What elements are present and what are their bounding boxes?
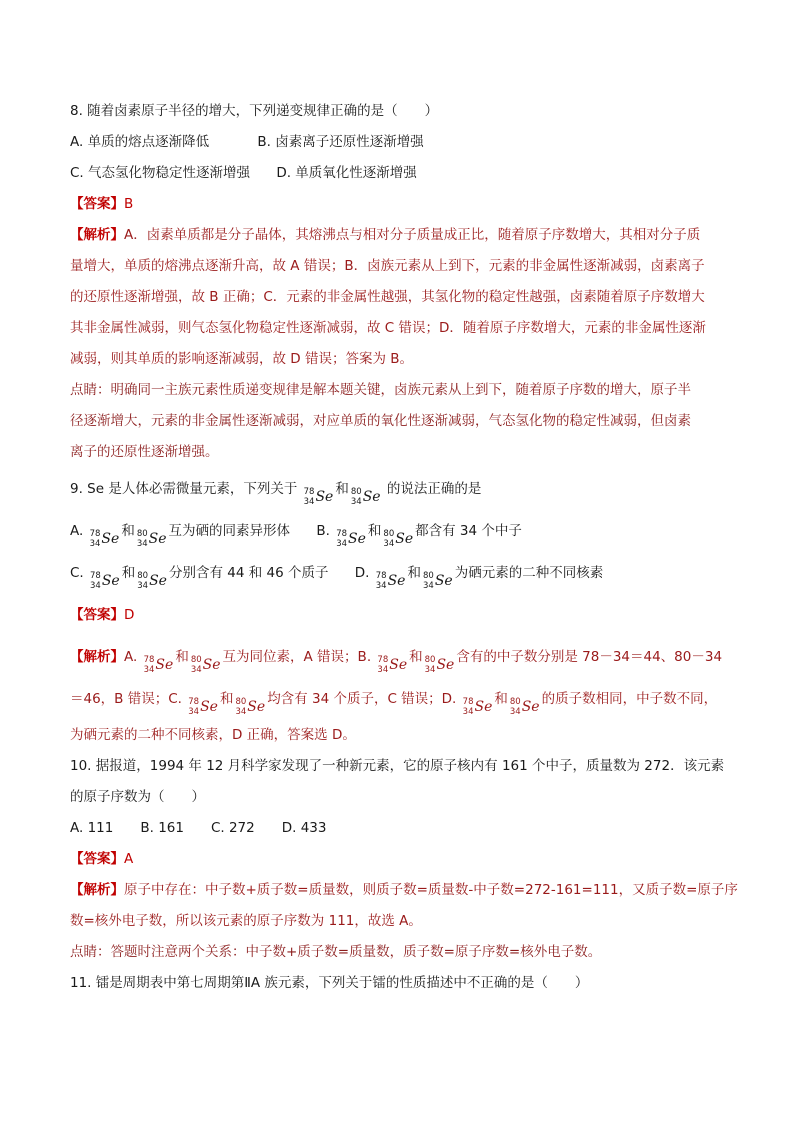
q8-analysis-line-3: 的还原性逐渐增强，故 B 正确；C．元素的非金属性越强，其氢化物的稳定性越强，卤素随着原子序数增大 (70, 289, 705, 305)
q10-options: A. 111 B. 161 C. 272 D. 433 (70, 820, 327, 836)
q8-point-line-3: 离子的还原性逐渐增强。 (70, 444, 219, 460)
q9-option-b: B. 78 34 Se 和 80 34 Se 都含有 34 个中子 (316, 523, 522, 539)
isotope-se80: 80 34 Se (424, 655, 455, 675)
answer-value: D (124, 607, 135, 623)
q9-option-d: D. 78 34 Se 和 80 34 Se 为硒元素的二种不同核素 (355, 565, 603, 581)
answer-value: B (124, 196, 134, 212)
isotope-se80: 80 34 Se (235, 697, 266, 717)
isotope-se80: 80 34 Se (422, 571, 453, 591)
q8-option-a: A. 单质的熔点逐渐降低 (70, 134, 210, 150)
isotope-se80: 80 34 Se (350, 487, 381, 507)
analysis-label: 【解析】 (70, 882, 124, 898)
isotope-se78: 78 34 Se (188, 697, 218, 717)
q8-options-row-2 (70, 158, 730, 189)
q10-analysis-line-1: 【解析】原子中存在：中子数+质子数=质量数，则质子数=质量数-中子数=272-161=111，又质子数=原子序 (70, 882, 738, 898)
isotope-se78: 78 34 Se (90, 571, 120, 591)
q8-analysis-line-4: 其非金属性减弱，则气态氢化物稳定性逐渐减弱，故 C 错误；D．随着原子序数增大，元素的非金属性逐渐 (70, 320, 706, 336)
document-page (70, 96, 738, 999)
answer-value: A (124, 851, 134, 867)
isotope-se78: 78 34 Se (377, 655, 408, 675)
isotope-se80: 80 34 Se (137, 571, 167, 591)
isotope-se80: 80 34 Se (383, 529, 414, 549)
answer-label: 【答案】 (70, 196, 124, 212)
analysis-label: 【解析】 (70, 649, 124, 665)
q8-analysis-line-1: 【解析】A．卤素单质都是分子晶体，其熔沸点与相对分子质量成正比，随着原子序数增大，其相对分子质 (70, 227, 701, 243)
q9-option-a: A. 78 34 Se 和 80 34 Se 互为硒的同素异形体 (70, 523, 290, 539)
q8-options-row-1 (70, 127, 730, 158)
q9-options-row-2 (70, 552, 730, 594)
q10-point: 点睛：答题时注意两个关系：中子数+质子数=质量数，质子数=原子序数=核外电子数。 (70, 944, 602, 960)
q10-analysis-line-2: 数=核外电子数，所以该元素的原子序数为 111，故选 A。 (70, 913, 422, 929)
q9-answer (70, 594, 730, 636)
isotope-se78: 78 34 Se (375, 571, 406, 591)
isotope-se78: 78 34 Se (89, 529, 120, 549)
q11-stem: 11. 镭是周期表中第七周期第ⅡA 族元素，下列关于镭的性质描述中不正确的是（ ） (70, 975, 589, 991)
q8-stem: 8. 随着卤素原子半径的增大，下列递变规律正确的是（ ） (70, 103, 439, 119)
analysis-label: 【解析】 (70, 227, 124, 243)
answer-label: 【答案】 (70, 851, 124, 867)
q9-analysis-line-3: 为硒元素的二种不同核素，D 正确，答案选 D。 (70, 727, 356, 743)
q8-analysis-line-2: 量增大，单质的熔沸点逐渐升高，故 A 错误；B．卤族元素从上到下，元素的非金属性逐渐减弱，卤素离子 (70, 258, 705, 274)
q9-options-row-1 (70, 510, 730, 552)
isotope-se80: 80 34 Se (509, 697, 540, 717)
q8-option-d: D. 单质氧化性逐渐增强 (276, 165, 417, 181)
isotope-se78: 78 34 Se (143, 655, 174, 675)
isotope-se78: 78 34 Se (303, 487, 334, 507)
answer-label: 【答案】 (70, 607, 124, 623)
q10-answer (70, 844, 730, 875)
q8-point-line-2: 径逐渐增大，元素的非金属性逐渐减弱，对应单质的氧化性逐渐减弱，气态氢化物的稳定性减弱，但卤素 (70, 413, 691, 429)
q9-analysis-line-2: ＝46，B 错误；C. 78 34 Se 和 80 34 Se 均含有 34 个质子，C 错误；D. 78 34 Se 和 80 34 Se 的质子数相同，中子数不同， (70, 678, 730, 720)
q9-stem: 9. Se 是人体必需微量元素，下列关于 78 34 Se 和 80 34 Se 的说法正确的是 (70, 468, 730, 510)
isotope-se78: 78 34 Se (336, 529, 366, 549)
q8-option-c: C. 气态氢化物稳定性逐渐增强 (70, 165, 251, 181)
isotope-se78: 78 34 Se (462, 697, 493, 717)
isotope-se80: 80 34 Se (136, 529, 167, 549)
q8-point-line-1: 点睛：明确同一主族元素性质递变规律是解本题关键，卤族元素从上到下，随着原子序数的增大，原子半 (70, 382, 691, 398)
q10-stem-line-1: 10. 据报道，1994 年 12 月科学家发现了一种新元素，它的原子核内有 161 个中子，质量数为 272．该元素 (70, 758, 725, 774)
q8-answer (70, 189, 730, 220)
q9-option-c: C. 78 34 Se 和 80 34 Se 分别含有 44 和 46 个质子 (70, 565, 328, 581)
q10-stem-line-2: 的原子序数为（ ） (70, 789, 205, 805)
q9-analysis-line-1: 【解析】A. 78 34 Se 和 80 34 Se 互为同位素，A 错误；B. 78 34 Se 和 80 34 Se 含有的中子数分别是 78－34＝44、80－34 (70, 636, 730, 678)
q8-analysis-line-5: 减弱，则其单质的影响逐渐减弱，故 D 错误；答案为 B。 (70, 351, 414, 367)
q8-option-b: B. 卤素离子还原性逐渐增强 (257, 134, 424, 150)
isotope-se80: 80 34 Se (190, 655, 221, 675)
